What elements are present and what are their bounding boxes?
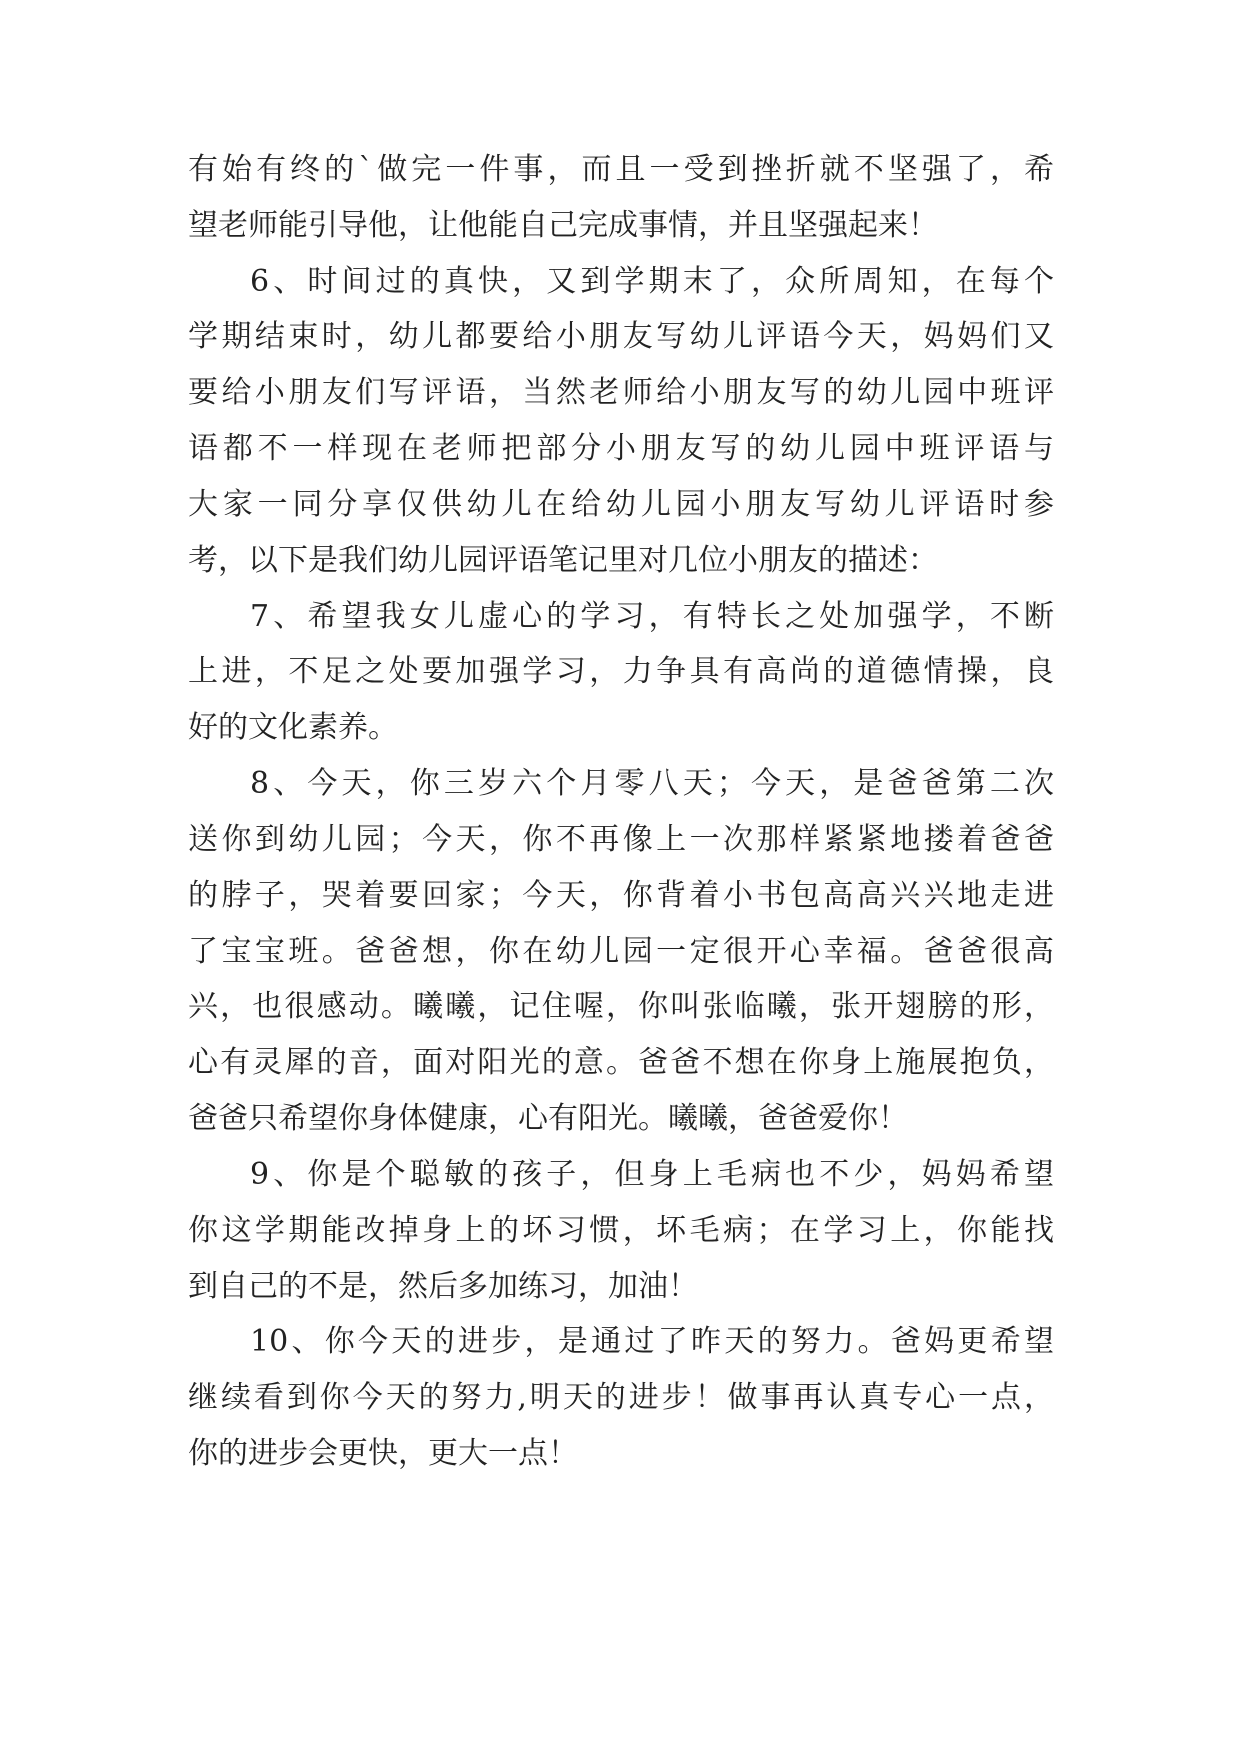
text-line: 语都不一样现在老师把部分小朋友写的幼儿园中班评语与 — [188, 431, 1054, 466]
text-line: 到自己的不是，然后多加练习，加油！ — [188, 1269, 698, 1304]
paragraph-10-start: 10、你今天的进步，是通过了昨天的努力。爸妈更希望 — [250, 1324, 1054, 1359]
text-line: 学期结束时，幼儿都要给小朋友写幼儿评语今天，妈妈们又 — [188, 319, 1054, 354]
paragraph-7-start: 7、希望我女儿虚心的学习，有特长之处加强学，不断 — [250, 599, 1054, 634]
text-line: 送你到幼儿园；今天，你不再像上一次那样紧紧地搂着爸爸 — [188, 822, 1054, 857]
text-line: 爸爸只希望你身体健康，心有阳光。曦曦，爸爸爱你！ — [188, 1101, 908, 1136]
text-line: 继续看到你今天的努力,明天的进步！做事再认真专心一点， — [188, 1380, 1054, 1415]
text-line: 好的文化素养。 — [188, 710, 398, 745]
text-line: 望老师能引导他，让他能自己完成事情，并且坚强起来！ — [188, 208, 938, 243]
text-line: 你的进步会更快，更大一点！ — [188, 1436, 578, 1471]
paragraph-6-start: 6、时间过的真快，又到学期末了，众所周知，在每个 — [250, 264, 1054, 299]
text-line: 大家一同分享仅供幼儿在给幼儿园小朋友写幼儿评语时参 — [188, 487, 1054, 522]
text-line: 有始有终的`做完一件事，而且一受到挫折就不坚强了，希 — [188, 152, 1054, 187]
text-line: 的脖子，哭着要回家；今天，你背着小书包高高兴兴地走进 — [188, 878, 1054, 913]
text-line: 要给小朋友们写评语，当然老师给小朋友写的幼儿园中班评 — [188, 375, 1054, 410]
paragraph-9-start: 9、你是个聪敏的孩子，但身上毛病也不少，妈妈希望 — [250, 1157, 1054, 1192]
text-line: 你这学期能改掉身上的坏习惯，坏毛病；在学习上，你能找 — [188, 1213, 1054, 1248]
text-line: 了宝宝班。爸爸想，你在幼儿园一定很开心幸福。爸爸很高 — [188, 934, 1054, 969]
paragraph-8-start: 8、今天，你三岁六个月零八天；今天，是爸爸第二次 — [250, 766, 1054, 801]
text-line: 上进，不足之处要加强学习，力争具有高尚的道德情操，良 — [188, 654, 1054, 689]
text-line: 兴，也很感动。曦曦，记住喔，你叫张临曦，张开翅膀的形， — [188, 989, 1054, 1024]
text-line: 心有灵犀的音，面对阳光的意。爸爸不想在你身上施展抱负， — [188, 1045, 1054, 1080]
text-line: 考，以下是我们幼儿园评语笔记里对几位小朋友的描述： — [188, 543, 938, 578]
